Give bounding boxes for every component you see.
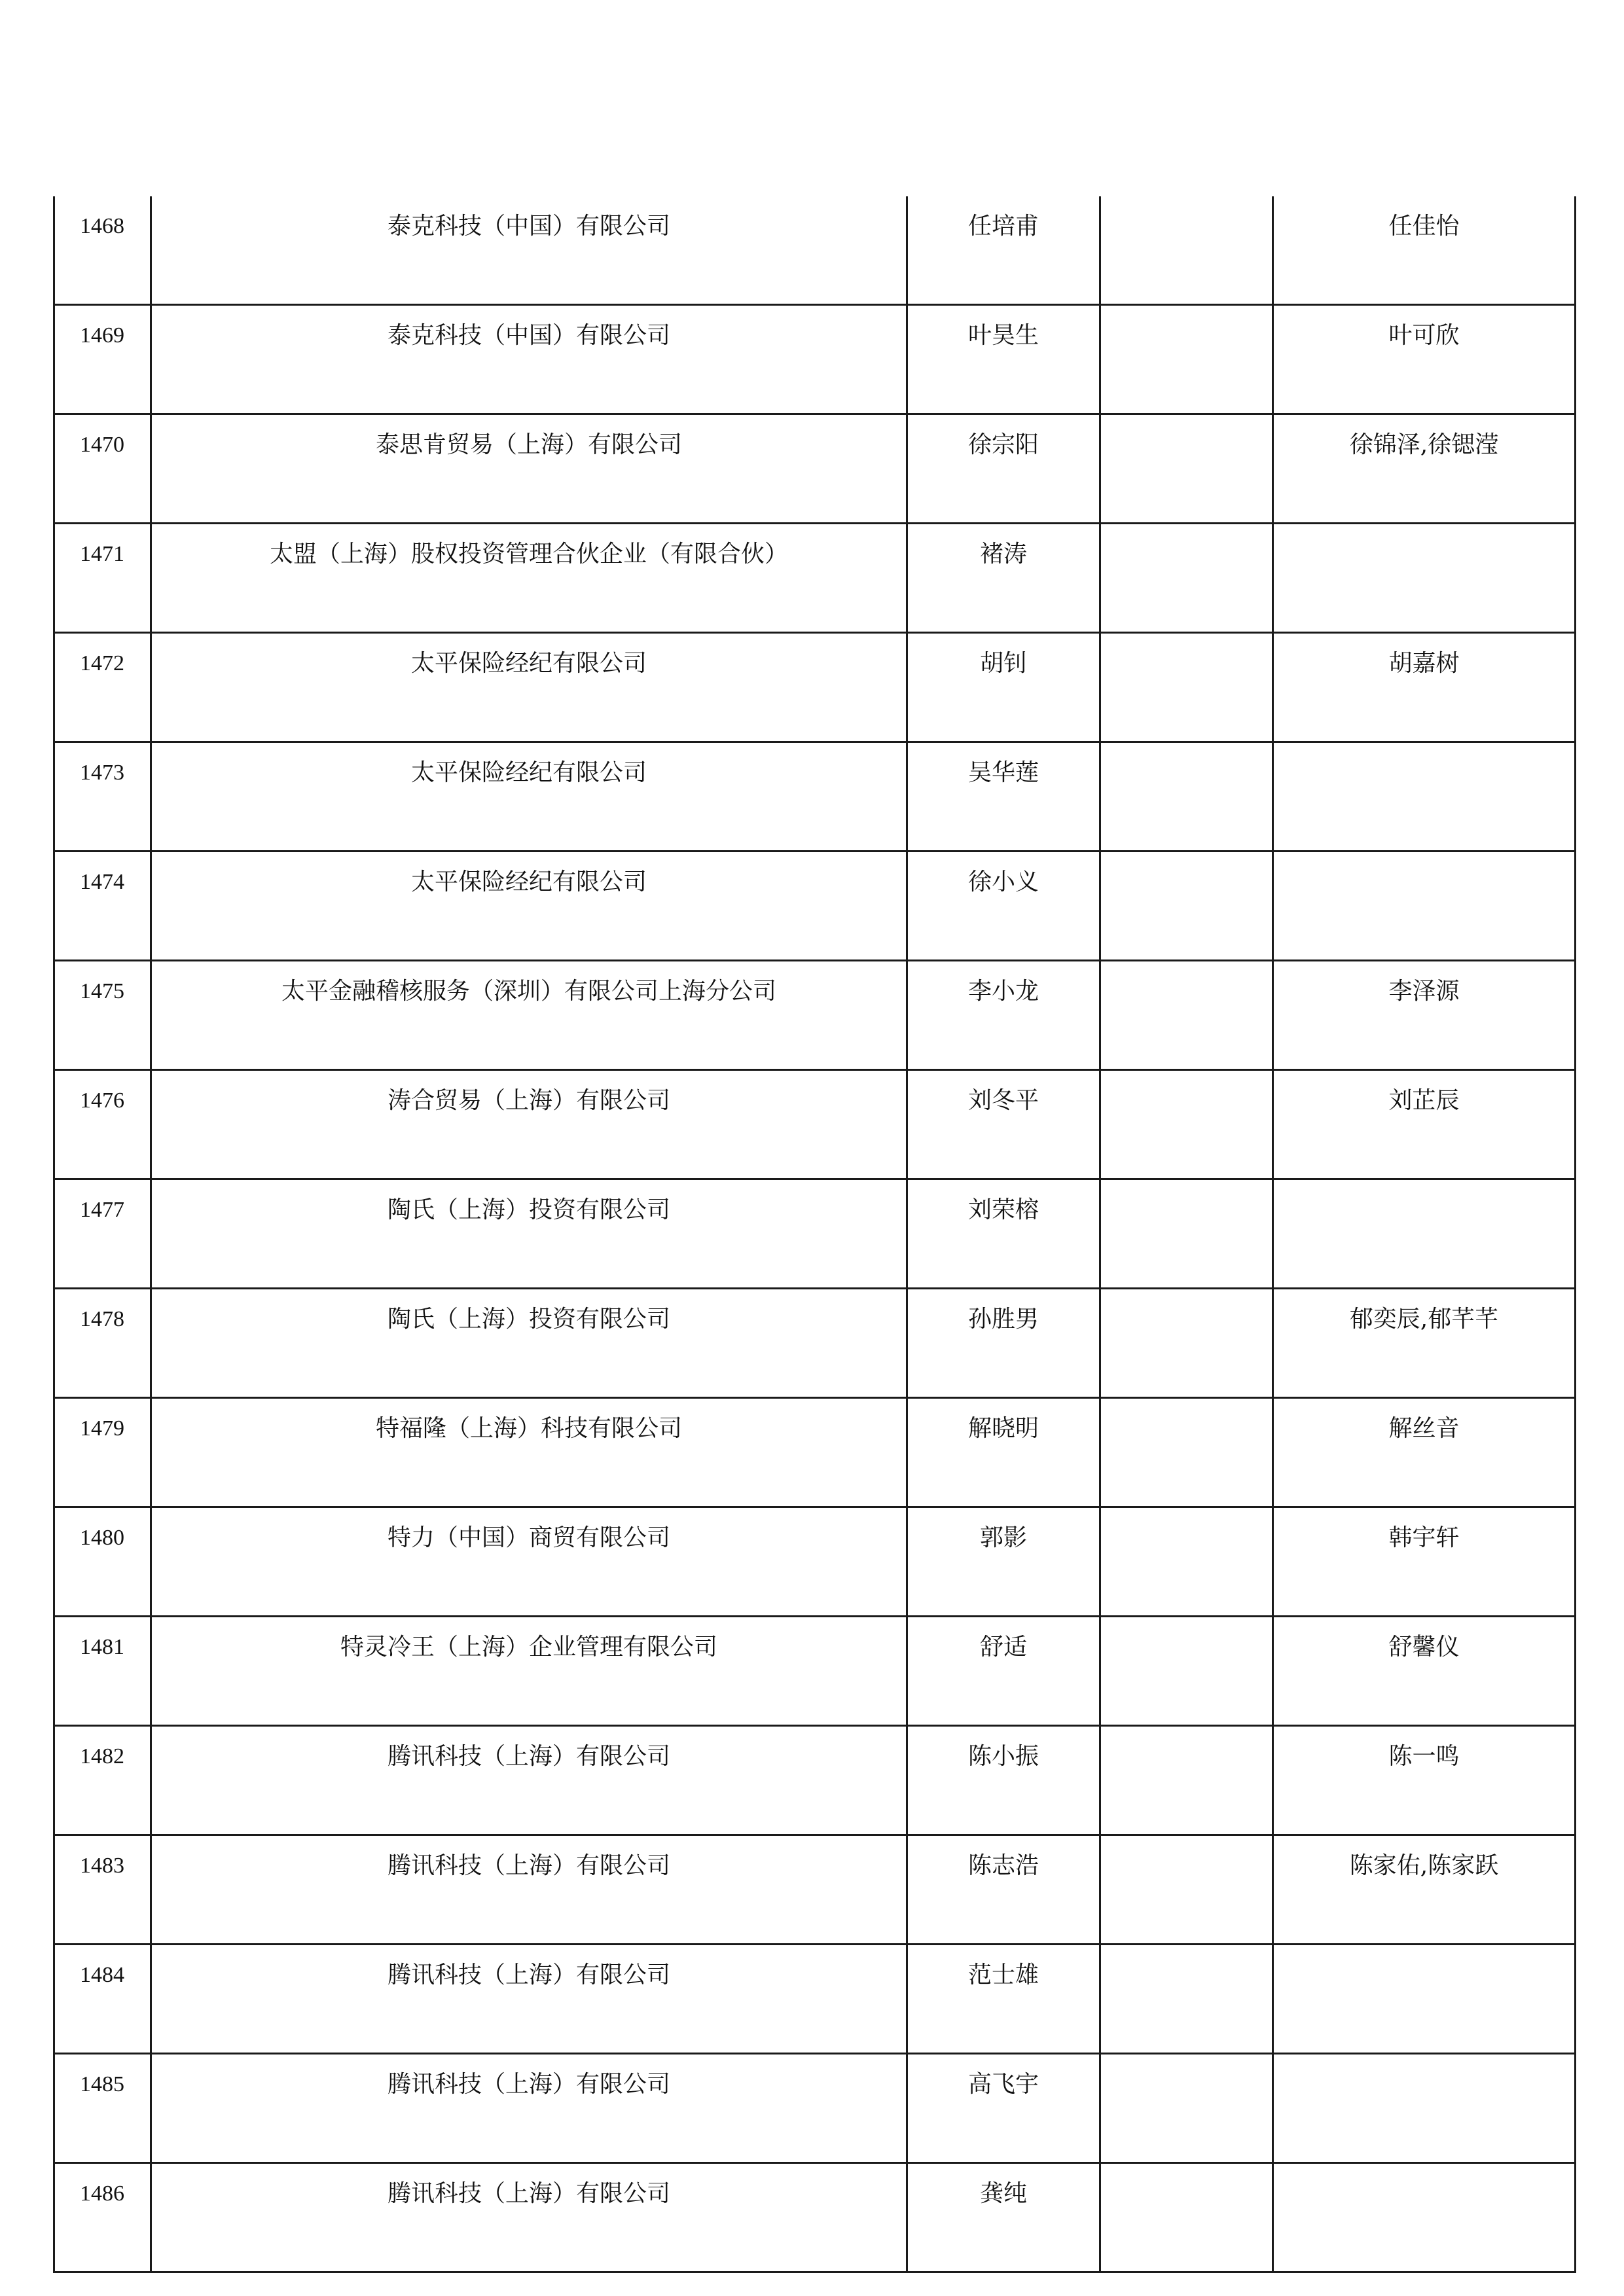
employee-name-cell: 褚涛 xyxy=(907,524,1100,633)
row-number-cell: 1468 xyxy=(54,196,151,305)
child-names-cell xyxy=(1273,2163,1576,2272)
company-name-cell: 腾讯科技（上海）有限公司 xyxy=(151,2054,907,2163)
row-number-cell: 1478 xyxy=(54,1289,151,1398)
row-number-cell: 1475 xyxy=(54,961,151,1070)
employee-name-cell: 刘冬平 xyxy=(907,1070,1100,1179)
company-name-cell: 泰克科技（中国）有限公司 xyxy=(151,305,907,414)
child-names-cell: 徐锦泽,徐锶滢 xyxy=(1273,414,1576,524)
empty-cell-cell xyxy=(1100,414,1273,524)
table-row xyxy=(54,742,1576,852)
employee-name-cell: 徐宗阳 xyxy=(907,414,1100,524)
row-number-cell: 1473 xyxy=(54,742,151,852)
child-names-cell: 任佳怡 xyxy=(1273,196,1576,305)
row-number-cell: 1470 xyxy=(54,414,151,524)
table-row xyxy=(54,1070,1576,1179)
empty-cell-cell xyxy=(1100,1289,1273,1398)
employee-name-cell: 徐小义 xyxy=(907,852,1100,961)
empty-cell-cell xyxy=(1100,961,1273,1070)
table-row xyxy=(54,1507,1576,1617)
empty-cell-cell xyxy=(1100,742,1273,852)
child-names-cell: 胡嘉树 xyxy=(1273,633,1576,742)
employee-name-cell: 解晓明 xyxy=(907,1398,1100,1507)
table-row xyxy=(54,1617,1576,1726)
row-number-cell: 1484 xyxy=(54,1945,151,2054)
empty-cell-cell xyxy=(1100,1507,1273,1617)
empty-cell-cell xyxy=(1100,196,1273,305)
child-names-cell xyxy=(1273,852,1576,961)
employee-name-cell: 龚纯 xyxy=(907,2163,1100,2272)
table-row xyxy=(54,633,1576,742)
company-name-cell: 特力（中国）商贸有限公司 xyxy=(151,1507,907,1617)
company-name-cell: 涛合贸易（上海）有限公司 xyxy=(151,1070,907,1179)
row-number-cell: 1471 xyxy=(54,524,151,633)
row-number-cell: 1477 xyxy=(54,1179,151,1289)
child-names-cell: 舒馨仪 xyxy=(1273,1617,1576,1726)
row-number-cell: 1483 xyxy=(54,1835,151,1945)
child-names-cell: 韩宇轩 xyxy=(1273,1507,1576,1617)
empty-cell-cell xyxy=(1100,2054,1273,2163)
company-name-cell: 太平保险经纪有限公司 xyxy=(151,742,907,852)
child-names-cell: 陈家佑,陈家跃 xyxy=(1273,1835,1576,1945)
employee-name-cell: 郭影 xyxy=(907,1507,1100,1617)
row-number-cell: 1485 xyxy=(54,2054,151,2163)
child-names-cell: 陈一鸣 xyxy=(1273,1726,1576,1835)
employee-name-cell: 李小龙 xyxy=(907,961,1100,1070)
table-row xyxy=(54,1179,1576,1289)
empty-cell-cell xyxy=(1100,852,1273,961)
employee-name-cell: 高飞宇 xyxy=(907,2054,1100,2163)
company-name-cell: 陶氏（上海）投资有限公司 xyxy=(151,1289,907,1398)
child-names-cell: 刘芷辰 xyxy=(1273,1070,1576,1179)
employee-name-cell: 舒适 xyxy=(907,1617,1100,1726)
child-names-cell xyxy=(1273,742,1576,852)
child-names-cell: 解丝音 xyxy=(1273,1398,1576,1507)
table-row xyxy=(54,1289,1576,1398)
empty-cell-cell xyxy=(1100,1945,1273,2054)
empty-cell-cell xyxy=(1100,1835,1273,1945)
table-row xyxy=(54,414,1576,524)
table-row xyxy=(54,1835,1576,1945)
child-names-cell xyxy=(1273,524,1576,633)
company-name-cell: 太平保险经纪有限公司 xyxy=(151,852,907,961)
row-number-cell: 1480 xyxy=(54,1507,151,1617)
company-name-cell: 腾讯科技（上海）有限公司 xyxy=(151,1945,907,2054)
table-row xyxy=(54,196,1576,305)
company-name-cell: 太平金融稽核服务（深圳）有限公司上海分公司 xyxy=(151,961,907,1070)
company-name-cell: 特福隆（上海）科技有限公司 xyxy=(151,1398,907,1507)
employee-name-cell: 任培甫 xyxy=(907,196,1100,305)
empty-cell-cell xyxy=(1100,633,1273,742)
child-names-cell: 郁奕辰,郁芊芊 xyxy=(1273,1289,1576,1398)
employee-name-cell: 陈小振 xyxy=(907,1726,1100,1835)
table-row xyxy=(54,1726,1576,1835)
company-name-cell: 泰思肯贸易（上海）有限公司 xyxy=(151,414,907,524)
empty-cell-cell xyxy=(1100,1070,1273,1179)
child-names-cell: 叶可欣 xyxy=(1273,305,1576,414)
row-number-cell: 1479 xyxy=(54,1398,151,1507)
employee-name-cell: 胡钊 xyxy=(907,633,1100,742)
company-name-cell: 腾讯科技（上海）有限公司 xyxy=(151,2163,907,2272)
company-name-cell: 太平保险经纪有限公司 xyxy=(151,633,907,742)
empty-cell-cell xyxy=(1100,305,1273,414)
roster-table-body xyxy=(54,196,1576,2272)
company-name-cell: 腾讯科技（上海）有限公司 xyxy=(151,1726,907,1835)
child-names-cell: 李泽源 xyxy=(1273,961,1576,1070)
company-name-cell: 特灵冷王（上海）企业管理有限公司 xyxy=(151,1617,907,1726)
child-names-cell xyxy=(1273,1179,1576,1289)
employee-name-cell: 孙胜男 xyxy=(907,1289,1100,1398)
table-row xyxy=(54,305,1576,414)
row-number-cell: 1482 xyxy=(54,1726,151,1835)
company-name-cell: 泰克科技（中国）有限公司 xyxy=(151,196,907,305)
employee-name-cell: 叶昊生 xyxy=(907,305,1100,414)
table-row xyxy=(54,1398,1576,1507)
empty-cell-cell xyxy=(1100,524,1273,633)
child-names-cell xyxy=(1273,2054,1576,2163)
table-row xyxy=(54,1945,1576,2054)
empty-cell-cell xyxy=(1100,1726,1273,1835)
row-number-cell: 1474 xyxy=(54,852,151,961)
row-number-cell: 1472 xyxy=(54,633,151,742)
company-name-cell: 腾讯科技（上海）有限公司 xyxy=(151,1835,907,1945)
table-row xyxy=(54,961,1576,1070)
row-number-cell: 1486 xyxy=(54,2163,151,2272)
company-name-cell: 陶氏（上海）投资有限公司 xyxy=(151,1179,907,1289)
table-row xyxy=(54,2163,1576,2272)
employee-name-cell: 刘荣榕 xyxy=(907,1179,1100,1289)
company-name-cell: 太盟（上海）股权投资管理合伙企业（有限合伙） xyxy=(151,524,907,633)
child-names-cell xyxy=(1273,1945,1576,2054)
table-row xyxy=(54,2054,1576,2163)
employee-name-cell: 范士雄 xyxy=(907,1945,1100,2054)
table-row xyxy=(54,524,1576,633)
table-row xyxy=(54,852,1576,961)
empty-cell-cell xyxy=(1100,2163,1273,2272)
employee-name-cell: 陈志浩 xyxy=(907,1835,1100,1945)
row-number-cell: 1476 xyxy=(54,1070,151,1179)
employee-name-cell: 吴华莲 xyxy=(907,742,1100,852)
empty-cell-cell xyxy=(1100,1179,1273,1289)
roster-table xyxy=(53,196,1576,2273)
empty-cell-cell xyxy=(1100,1398,1273,1507)
row-number-cell: 1481 xyxy=(54,1617,151,1726)
empty-cell-cell xyxy=(1100,1617,1273,1726)
row-number-cell: 1469 xyxy=(54,305,151,414)
